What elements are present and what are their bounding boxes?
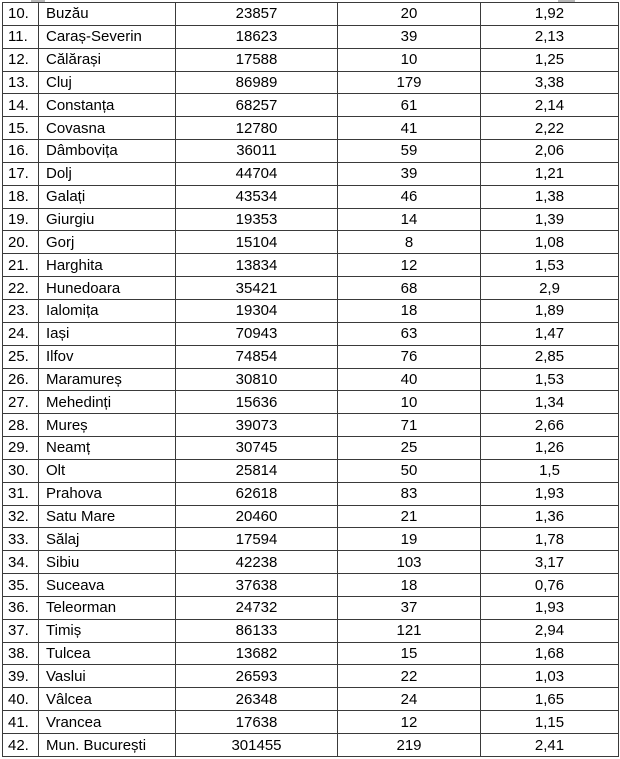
value2-cell: 10 bbox=[338, 391, 481, 414]
value2-cell: 14 bbox=[338, 208, 481, 231]
table-row bbox=[3, 3, 619, 26]
value2-cell: 12 bbox=[338, 711, 481, 734]
value2-cell: 12 bbox=[338, 254, 481, 277]
value1-cell: 17638 bbox=[176, 711, 338, 734]
value1-cell: 35421 bbox=[176, 277, 338, 300]
county-name-cell: Ialomița bbox=[39, 299, 176, 322]
table-row bbox=[3, 185, 619, 208]
table-row bbox=[3, 162, 619, 185]
county-name-cell: Constanța bbox=[39, 94, 176, 117]
value3-cell: 1,89 bbox=[481, 299, 619, 322]
row-number-cell: 15. bbox=[3, 117, 39, 140]
value2-cell: 18 bbox=[338, 574, 481, 597]
table-row bbox=[3, 574, 619, 597]
county-name-cell: Dâmbovița bbox=[39, 140, 176, 163]
value2-cell: 39 bbox=[338, 162, 481, 185]
value3-cell: 1,65 bbox=[481, 688, 619, 711]
value2-cell: 37 bbox=[338, 596, 481, 619]
value2-cell: 219 bbox=[338, 734, 481, 757]
value1-cell: 68257 bbox=[176, 94, 338, 117]
table-row bbox=[3, 459, 619, 482]
value1-cell: 30745 bbox=[176, 437, 338, 460]
value1-cell: 19304 bbox=[176, 299, 338, 322]
county-name-cell: Neamț bbox=[39, 437, 176, 460]
row-number-cell: 16. bbox=[3, 140, 39, 163]
value2-cell: 25 bbox=[338, 437, 481, 460]
row-number-cell: 12. bbox=[3, 48, 39, 71]
value1-cell: 23857 bbox=[176, 3, 338, 26]
value2-cell: 24 bbox=[338, 688, 481, 711]
county-name-cell: Vâlcea bbox=[39, 688, 176, 711]
table-row bbox=[3, 688, 619, 711]
county-name-cell: Harghita bbox=[39, 254, 176, 277]
row-number-cell: 29. bbox=[3, 437, 39, 460]
value3-cell: 1,53 bbox=[481, 254, 619, 277]
county-name-cell: Vrancea bbox=[39, 711, 176, 734]
value1-cell: 13834 bbox=[176, 254, 338, 277]
table-row bbox=[3, 596, 619, 619]
value3-cell: 2,9 bbox=[481, 277, 619, 300]
county-name-cell: Mun. București bbox=[39, 734, 176, 757]
row-number-cell: 17. bbox=[3, 162, 39, 185]
value1-cell: 36011 bbox=[176, 140, 338, 163]
row-number-cell: 22. bbox=[3, 277, 39, 300]
county-name-cell: Hunedoara bbox=[39, 277, 176, 300]
row-number-cell: 34. bbox=[3, 551, 39, 574]
county-name-cell: Dolj bbox=[39, 162, 176, 185]
row-number-cell: 32. bbox=[3, 505, 39, 528]
value3-cell: 1,68 bbox=[481, 642, 619, 665]
county-name-cell: Buzău bbox=[39, 3, 176, 26]
value3-cell: 1,25 bbox=[481, 48, 619, 71]
row-number-cell: 37. bbox=[3, 619, 39, 642]
county-name-cell: Tulcea bbox=[39, 642, 176, 665]
row-number-cell: 41. bbox=[3, 711, 39, 734]
value1-cell: 20460 bbox=[176, 505, 338, 528]
value1-cell: 12780 bbox=[176, 117, 338, 140]
value3-cell: 2,06 bbox=[481, 140, 619, 163]
value3-cell: 2,85 bbox=[481, 345, 619, 368]
value3-cell: 2,13 bbox=[481, 25, 619, 48]
value1-cell: 18623 bbox=[176, 25, 338, 48]
value2-cell: 22 bbox=[338, 665, 481, 688]
county-name-cell: Suceava bbox=[39, 574, 176, 597]
value3-cell: 1,03 bbox=[481, 665, 619, 688]
county-name-cell: Mehedinți bbox=[39, 391, 176, 414]
table-row bbox=[3, 734, 619, 757]
table-row bbox=[3, 482, 619, 505]
value3-cell: 1,93 bbox=[481, 482, 619, 505]
row-number-cell: 28. bbox=[3, 414, 39, 437]
county-name-cell: Cluj bbox=[39, 71, 176, 94]
row-number-cell: 25. bbox=[3, 345, 39, 368]
county-name-cell: Teleorman bbox=[39, 596, 176, 619]
row-number-cell: 11. bbox=[3, 25, 39, 48]
value1-cell: 15636 bbox=[176, 391, 338, 414]
value1-cell: 74854 bbox=[176, 345, 338, 368]
value1-cell: 86133 bbox=[176, 619, 338, 642]
value1-cell: 15104 bbox=[176, 231, 338, 254]
table-row bbox=[3, 711, 619, 734]
table-row bbox=[3, 94, 619, 117]
value2-cell: 59 bbox=[338, 140, 481, 163]
value3-cell: 0,76 bbox=[481, 574, 619, 597]
value1-cell: 17594 bbox=[176, 528, 338, 551]
value3-cell: 1,26 bbox=[481, 437, 619, 460]
value3-cell: 2,22 bbox=[481, 117, 619, 140]
county-name-cell: Giurgiu bbox=[39, 208, 176, 231]
value1-cell: 26348 bbox=[176, 688, 338, 711]
table-row bbox=[3, 368, 619, 391]
value3-cell: 3,38 bbox=[481, 71, 619, 94]
county-name-cell: Vaslui bbox=[39, 665, 176, 688]
value1-cell: 37638 bbox=[176, 574, 338, 597]
row-number-cell: 10. bbox=[3, 3, 39, 26]
table-row bbox=[3, 391, 619, 414]
value2-cell: 19 bbox=[338, 528, 481, 551]
value3-cell: 1,53 bbox=[481, 368, 619, 391]
table-row bbox=[3, 345, 619, 368]
value3-cell: 1,34 bbox=[481, 391, 619, 414]
row-number-cell: 31. bbox=[3, 482, 39, 505]
county-name-cell: Maramureș bbox=[39, 368, 176, 391]
table-row bbox=[3, 71, 619, 94]
value3-cell: 1,92 bbox=[481, 3, 619, 26]
value1-cell: 86989 bbox=[176, 71, 338, 94]
row-number-cell: 30. bbox=[3, 459, 39, 482]
row-number-cell: 14. bbox=[3, 94, 39, 117]
value2-cell: 46 bbox=[338, 185, 481, 208]
value3-cell: 1,78 bbox=[481, 528, 619, 551]
value1-cell: 44704 bbox=[176, 162, 338, 185]
value3-cell: 2,14 bbox=[481, 94, 619, 117]
county-name-cell: Satu Mare bbox=[39, 505, 176, 528]
value1-cell: 26593 bbox=[176, 665, 338, 688]
value2-cell: 63 bbox=[338, 322, 481, 345]
value3-cell: 1,08 bbox=[481, 231, 619, 254]
value1-cell: 17588 bbox=[176, 48, 338, 71]
value3-cell: 1,5 bbox=[481, 459, 619, 482]
value1-cell: 25814 bbox=[176, 459, 338, 482]
table-row bbox=[3, 208, 619, 231]
value2-cell: 61 bbox=[338, 94, 481, 117]
value2-cell: 21 bbox=[338, 505, 481, 528]
value1-cell: 301455 bbox=[176, 734, 338, 757]
row-number-cell: 42. bbox=[3, 734, 39, 757]
row-number-cell: 13. bbox=[3, 71, 39, 94]
value2-cell: 179 bbox=[338, 71, 481, 94]
value1-cell: 24732 bbox=[176, 596, 338, 619]
counties-table bbox=[2, 2, 619, 757]
table-row bbox=[3, 48, 619, 71]
value2-cell: 41 bbox=[338, 117, 481, 140]
value1-cell: 70943 bbox=[176, 322, 338, 345]
table-row bbox=[3, 642, 619, 665]
table-row bbox=[3, 231, 619, 254]
table-row bbox=[3, 299, 619, 322]
value1-cell: 62618 bbox=[176, 482, 338, 505]
table-row bbox=[3, 414, 619, 437]
value3-cell: 1,21 bbox=[481, 162, 619, 185]
value1-cell: 19353 bbox=[176, 208, 338, 231]
value3-cell: 1,47 bbox=[481, 322, 619, 345]
value2-cell: 20 bbox=[338, 3, 481, 26]
county-name-cell: Gorj bbox=[39, 231, 176, 254]
table-row bbox=[3, 505, 619, 528]
value2-cell: 83 bbox=[338, 482, 481, 505]
value2-cell: 10 bbox=[338, 48, 481, 71]
row-number-cell: 38. bbox=[3, 642, 39, 665]
county-name-cell: Galați bbox=[39, 185, 176, 208]
county-name-cell: Timiș bbox=[39, 619, 176, 642]
counties-table-body bbox=[3, 3, 619, 757]
value2-cell: 121 bbox=[338, 619, 481, 642]
value2-cell: 76 bbox=[338, 345, 481, 368]
row-number-cell: 27. bbox=[3, 391, 39, 414]
row-number-cell: 23. bbox=[3, 299, 39, 322]
row-number-cell: 36. bbox=[3, 596, 39, 619]
table-row bbox=[3, 117, 619, 140]
row-number-cell: 40. bbox=[3, 688, 39, 711]
value2-cell: 68 bbox=[338, 277, 481, 300]
table-row bbox=[3, 25, 619, 48]
row-number-cell: 24. bbox=[3, 322, 39, 345]
county-name-cell: Prahova bbox=[39, 482, 176, 505]
value3-cell: 1,15 bbox=[481, 711, 619, 734]
value1-cell: 43534 bbox=[176, 185, 338, 208]
value3-cell: 3,17 bbox=[481, 551, 619, 574]
table-row bbox=[3, 140, 619, 163]
table-row bbox=[3, 551, 619, 574]
value2-cell: 40 bbox=[338, 368, 481, 391]
row-number-cell: 33. bbox=[3, 528, 39, 551]
county-name-cell: Sălaj bbox=[39, 528, 176, 551]
value2-cell: 15 bbox=[338, 642, 481, 665]
value1-cell: 13682 bbox=[176, 642, 338, 665]
table-row bbox=[3, 437, 619, 460]
value3-cell: 2,94 bbox=[481, 619, 619, 642]
value1-cell: 42238 bbox=[176, 551, 338, 574]
value1-cell: 30810 bbox=[176, 368, 338, 391]
table-row bbox=[3, 322, 619, 345]
value3-cell: 1,93 bbox=[481, 596, 619, 619]
table-row bbox=[3, 528, 619, 551]
row-number-cell: 21. bbox=[3, 254, 39, 277]
value3-cell: 2,41 bbox=[481, 734, 619, 757]
row-number-cell: 35. bbox=[3, 574, 39, 597]
value2-cell: 103 bbox=[338, 551, 481, 574]
row-number-cell: 18. bbox=[3, 185, 39, 208]
county-name-cell: Sibiu bbox=[39, 551, 176, 574]
county-name-cell: Călărași bbox=[39, 48, 176, 71]
value2-cell: 18 bbox=[338, 299, 481, 322]
table-row bbox=[3, 254, 619, 277]
county-name-cell: Covasna bbox=[39, 117, 176, 140]
table-row bbox=[3, 619, 619, 642]
value3-cell: 1,36 bbox=[481, 505, 619, 528]
value2-cell: 71 bbox=[338, 414, 481, 437]
county-name-cell: Olt bbox=[39, 459, 176, 482]
value2-cell: 39 bbox=[338, 25, 481, 48]
row-number-cell: 39. bbox=[3, 665, 39, 688]
row-number-cell: 20. bbox=[3, 231, 39, 254]
value3-cell: 1,39 bbox=[481, 208, 619, 231]
table-row bbox=[3, 277, 619, 300]
value2-cell: 50 bbox=[338, 459, 481, 482]
value1-cell: 39073 bbox=[176, 414, 338, 437]
table-row bbox=[3, 665, 619, 688]
value3-cell: 1,38 bbox=[481, 185, 619, 208]
row-number-cell: 19. bbox=[3, 208, 39, 231]
county-name-cell: Iași bbox=[39, 322, 176, 345]
county-name-cell: Ilfov bbox=[39, 345, 176, 368]
county-name-cell: Mureș bbox=[39, 414, 176, 437]
county-name-cell: Caraș-Severin bbox=[39, 25, 176, 48]
value2-cell: 8 bbox=[338, 231, 481, 254]
value3-cell: 2,66 bbox=[481, 414, 619, 437]
row-number-cell: 26. bbox=[3, 368, 39, 391]
